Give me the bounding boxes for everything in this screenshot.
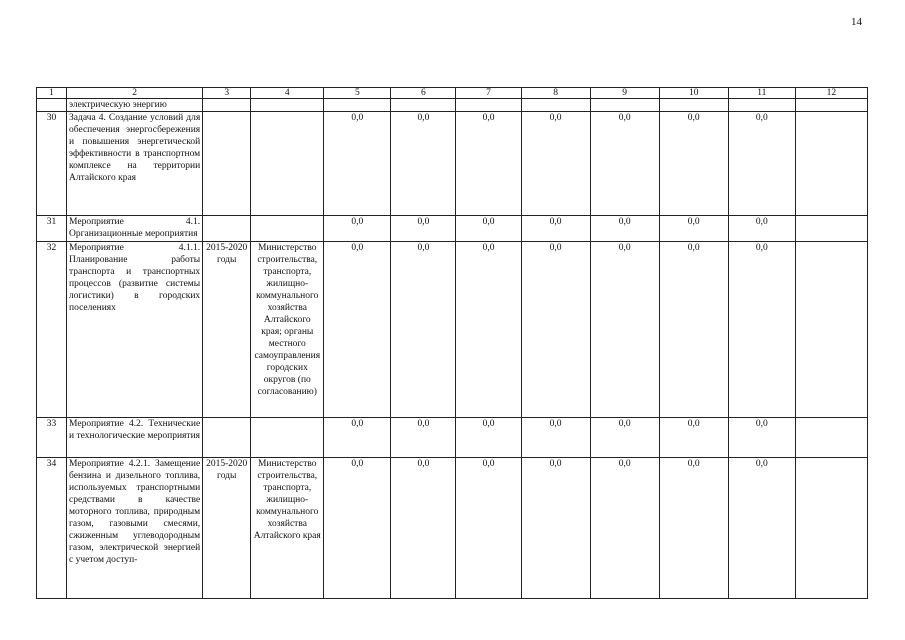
row-period — [203, 418, 251, 458]
value-cell: 0,0 — [521, 418, 590, 458]
page-number: 14 — [851, 16, 862, 28]
row-name: Задача 4. Создание условий для обеспечения энергосбережения и повышения энергетической эффективности в транспортном комплексе на территории Алтайского края — [67, 112, 203, 216]
value-cell: 0,0 — [659, 418, 728, 458]
value-cell: 0,0 — [324, 112, 391, 216]
value-cell: 0,0 — [324, 418, 391, 458]
value-cell: 0,0 — [659, 242, 728, 418]
value-cell — [795, 458, 867, 599]
header-cell: 12 — [795, 88, 867, 99]
value-cell: 0,0 — [391, 216, 456, 242]
row-name: Мероприятие 4.1.1. Планирование работы транспорта и транспортных процессов (развитие системы логистики) в городских поселениях — [67, 242, 203, 418]
value-cell: 0,0 — [659, 112, 728, 216]
row-period: 2015-2020 годы — [203, 458, 251, 599]
continuation-text: электрическую энергию — [67, 99, 203, 112]
header-cell: 6 — [391, 88, 456, 99]
value-cell: 0,0 — [324, 216, 391, 242]
row-executor — [251, 112, 324, 216]
row-period: 2015-2020 годы — [203, 242, 251, 418]
value-cell — [795, 242, 867, 418]
value-cell: 0,0 — [659, 216, 728, 242]
row-name: Мероприятие 4.2. Технические и технологические мероприятия — [67, 418, 203, 458]
header-cell: 4 — [251, 88, 324, 99]
value-cell: 0,0 — [324, 242, 391, 418]
value-cell: 0,0 — [324, 458, 391, 599]
row-period — [203, 216, 251, 242]
row-name: Мероприятие 4.2.1. Замещение бензина и дизельного топлива, используемых транспортными средствами в качестве моторного топлива, природным газом, газовыми смесями, сжиженным углеводородным газом, электрической энергией с учетом доступ- — [67, 458, 203, 599]
header-cell: 8 — [521, 88, 590, 99]
table-row — [37, 242, 868, 418]
value-cell: 0,0 — [728, 112, 795, 216]
value-cell: 0,0 — [521, 216, 590, 242]
value-cell — [795, 112, 867, 216]
header-row — [37, 88, 868, 99]
value-cell: 0,0 — [659, 458, 728, 599]
header-cell: 9 — [590, 88, 659, 99]
row-executor: Министерство строительства, транспорта, жилищно-коммунального хозяйства Алтайского края; органы местного самоуправления городских округов (по согласованию) — [251, 242, 324, 418]
header-cell: 2 — [67, 88, 203, 99]
row-number: 33 — [37, 418, 67, 458]
value-cell: 0,0 — [521, 242, 590, 418]
value-cell: 0,0 — [456, 458, 521, 599]
value-cell: 0,0 — [590, 112, 659, 216]
table-row — [37, 458, 868, 599]
value-cell: 0,0 — [728, 418, 795, 458]
value-cell — [795, 418, 867, 458]
value-cell: 0,0 — [728, 216, 795, 242]
header-cell: 3 — [203, 88, 251, 99]
value-cell: 0,0 — [456, 418, 521, 458]
row-executor — [251, 418, 324, 458]
value-cell: 0,0 — [391, 112, 456, 216]
header-cell: 5 — [324, 88, 391, 99]
row-period — [203, 112, 251, 216]
value-cell: 0,0 — [456, 216, 521, 242]
value-cell: 0,0 — [590, 216, 659, 242]
table-row — [37, 112, 868, 216]
value-cell: 0,0 — [728, 242, 795, 418]
row-name: Мероприятие 4.1. Организационные мероприятия — [67, 216, 203, 242]
header-cell: 11 — [728, 88, 795, 99]
value-cell: 0,0 — [590, 458, 659, 599]
value-cell: 0,0 — [590, 242, 659, 418]
value-cell: 0,0 — [521, 112, 590, 216]
value-cell: 0,0 — [521, 458, 590, 599]
row-executor — [251, 216, 324, 242]
row-number: 31 — [37, 216, 67, 242]
value-cell: 0,0 — [456, 242, 521, 418]
row-number: 34 — [37, 458, 67, 599]
table-row — [37, 216, 868, 242]
row-executor: Министерство строительства, транспорта, жилищно-коммунального хозяйства Алтайского края — [251, 458, 324, 599]
value-cell — [795, 216, 867, 242]
header-cell: 10 — [659, 88, 728, 99]
header-cell: 7 — [456, 88, 521, 99]
program-table — [36, 87, 868, 599]
row-number: 32 — [37, 242, 67, 418]
value-cell: 0,0 — [456, 112, 521, 216]
value-cell: 0,0 — [728, 458, 795, 599]
value-cell: 0,0 — [391, 242, 456, 418]
row-number: 30 — [37, 112, 67, 216]
header-cell: 1 — [37, 88, 67, 99]
continuation-row — [37, 99, 868, 112]
value-cell: 0,0 — [391, 458, 456, 599]
value-cell: 0,0 — [391, 418, 456, 458]
table-row — [37, 418, 868, 458]
value-cell: 0,0 — [590, 418, 659, 458]
